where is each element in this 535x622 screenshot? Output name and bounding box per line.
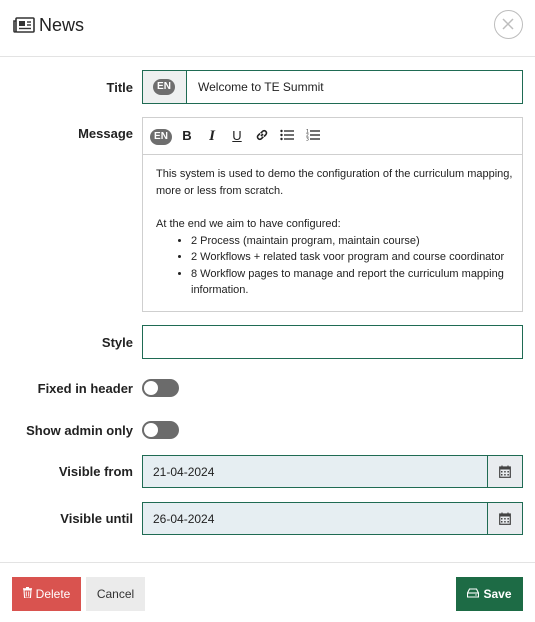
editor-toolbar [143,118,522,155]
bullet-list-icon[interactable] [279,128,295,144]
message-paragraph: At the end we aim to have configured: [156,218,341,230]
style-input[interactable] [142,325,523,359]
show-admin-only-toggle[interactable] [142,421,179,439]
save-button[interactable] [456,577,523,611]
language-badge[interactable]: EN [150,129,172,145]
cancel-button[interactable] [86,577,145,611]
visible-until-input[interactable]: 26-04-2024 [153,512,215,526]
language-badge: EN [153,79,175,95]
close-button[interactable] [494,10,523,39]
calendar-button[interactable] [487,456,522,487]
style-label: Style [101,335,133,350]
cancel-label: Cancel [96,587,135,601]
title-field[interactable] [142,70,523,104]
list-item: • 2 Workflows + related task voor program and course coordinator [191,249,516,266]
svg-text:1: 1 [306,129,309,135]
visible-from-input[interactable]: 21-04-2024 [153,465,215,479]
title-language-selector[interactable] [143,71,187,103]
list-item: • 8 Workflow pages to manage and report the curriculum mapping information. [191,266,516,299]
toggle-knob [144,381,158,395]
svg-text:3: 3 [306,137,309,142]
dialog-header [0,0,535,57]
toggle-knob [144,423,158,437]
message-label: Message [78,126,133,141]
link-icon[interactable] [254,128,270,144]
dialog-footer [0,562,535,622]
newspaper-icon [13,17,35,33]
svg-text:2: 2 [306,133,309,139]
fixed-in-header-toggle[interactable] [142,379,179,397]
calendar-button[interactable] [487,503,522,534]
close-icon [502,18,514,30]
delete-button[interactable] [12,577,81,611]
list-item: • 2 Process (maintain program, maintain course) [191,233,516,250]
message-paragraph: This system is used to demo the configuration of the curriculum mapping, more or less from scratch. [156,168,513,197]
title-input[interactable]: Welcome to TE Summit [198,80,324,94]
message-editor[interactable] [142,117,523,312]
visible-until-label: Visible until [60,511,133,526]
message-content[interactable] [156,166,516,299]
show-admin-only-label: Show admin only [26,423,133,438]
italic-button[interactable]: I [209,128,215,144]
message-bullet-list [191,233,516,299]
numbered-list-icon[interactable] [305,128,321,144]
trash-icon [23,577,32,611]
save-label: Save [483,587,512,601]
visible-from-label: Visible from [58,464,133,479]
bold-button[interactable]: B [182,128,192,143]
visible-from-field[interactable] [142,455,523,488]
dialog-title: News [39,15,85,35]
calendar-icon [499,512,511,525]
underline-button[interactable]: U [232,128,242,143]
save-icon [467,577,479,611]
delete-label: Delete [35,587,71,601]
visible-until-field[interactable] [142,502,523,535]
fixed-in-header-label: Fixed in header [37,381,133,396]
title-label: Title [106,80,133,95]
calendar-icon [499,465,511,478]
